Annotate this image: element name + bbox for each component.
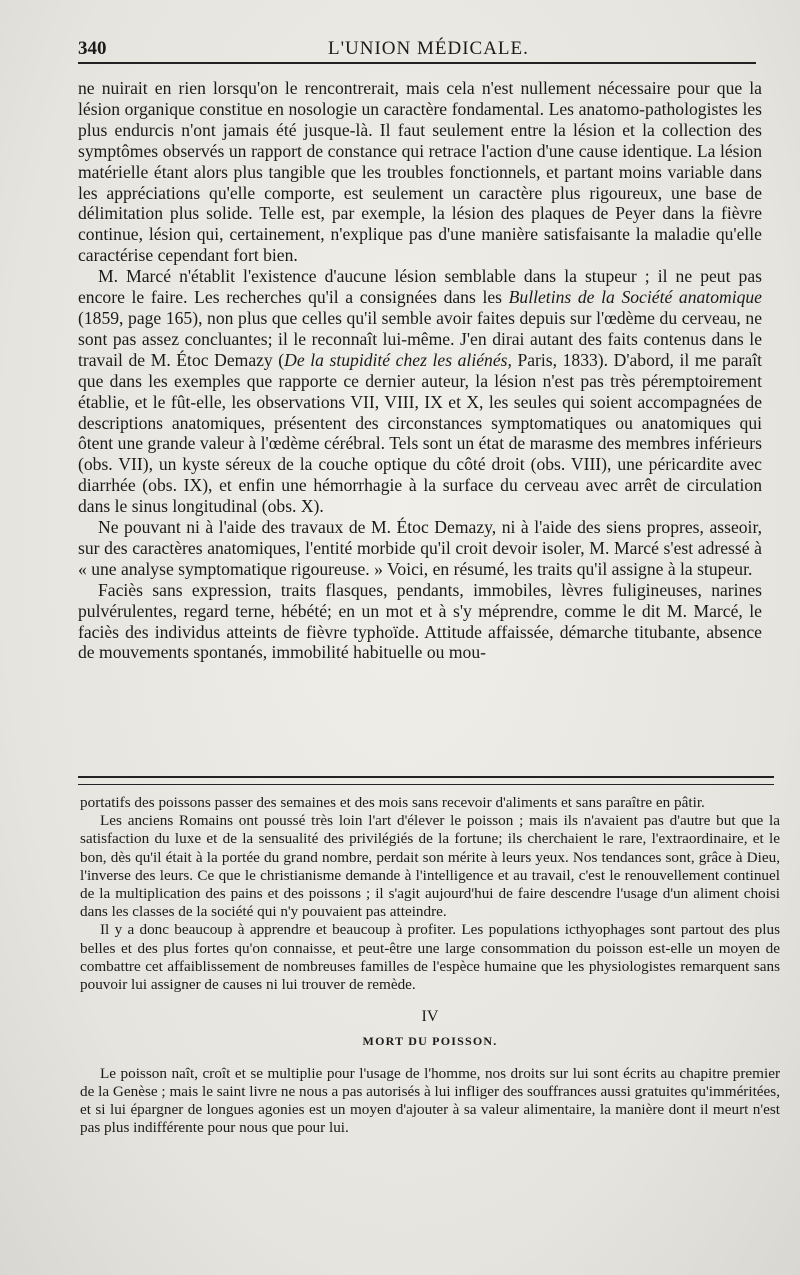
feuilleton-separator xyxy=(78,776,774,785)
section-number: IV xyxy=(421,1008,439,1026)
page-header xyxy=(78,32,756,62)
journal-title: L'UNION MÉDICALE. xyxy=(328,38,529,59)
book-citation: De la stupidité chez les aliénés, xyxy=(284,349,512,370)
text-span: (1859, page 165), non plus que celles qu'il semble avoir faites depuis sur l'œdème du cerveau, ne sont pas assez concluantes; il le reconnaît lui-même. J'en dirai autant des faits contenus dans le travail de M. Étoc Demazy ( xyxy=(78,307,762,370)
journal-citation: Bulletins de la Société anatomique xyxy=(508,287,762,308)
feuilleton xyxy=(80,794,780,1137)
feuilleton-paragraph-3: Il y a donc beaucoup à apprendre et beaucoup à profiter. Les populations icthyophages sont partout des plus belles et des plus fortes qu'on connaisse, et peut-être une large consommation du poisson est-elle un moyen de combattre cet affaiblissement de nombreuses familles de l'espèce humaine que les physiologistes remarquent sans pouvoir lui assigner de causes ni lui trouver de remède. xyxy=(80,921,780,994)
article-paragraph-1: ne nuirait en rien lorsqu'on le rencontrerait, mais cela n'est nullement nécessaire pour que la lésion organique constitue en nosologie un caractère fondamental. Les anatomo-pathologistes les plus endurcis n'ont jamais été jusque-là. Il faut seulement entre la lésion et la collection des symptômes observés un rapport de constance qui retrace l'action d'une cause identique. La lésion matérielle étant alors plus tangible que les troubles fonctionnels, et partant moins variable dans les appréciations qu'elle comporte, est seulement un caractère plus rigoureux, une base de délimitation plus solide. Telle est, par exemple, la lésion des plaques de Peyer dans la fièvre continue, lésion qui, certainement, n'explique pas d'une manière satisfaisante la maladie qu'elle caractérise cependant fort bien. xyxy=(78,78,762,266)
article-paragraph-2 xyxy=(78,266,762,517)
article-paragraph-3: Ne pouvant ni à l'aide des travaux de M. Étoc Demazy, ni à l'aide des siens propres, asseoir, sur des caractères anatomiques, l'entité morbide qu'il croit devoir isoler, M. Marcé s'est adressé à « une analyse symptomatique rigoureuse. » Voici, en résumé, les traits qu'il assigne à la stupeur. xyxy=(78,517,762,579)
article-paragraph-4: Faciès sans expression, traits flasques, pendants, immobiles, lèvres fuligineuses, narines pulvérulentes, regard terne, hébété; en un mot et à s'y méprendre, comme le dit M. Marcé, le faciès des individus atteints de fièvre typhoïde. Attitude affaissée, démarche titubante, absence de mouvements spontanés, immobilité habituelle ou mou- xyxy=(78,579,762,663)
feuilleton-paragraph-1: portatifs des poissons passer des semaines et des mois sans recevoir d'aliments et sans paraître en pâtir. xyxy=(80,794,705,811)
text-span: M. Marcé n'établit l'existence d'aucune lésion semblable dans la stupeur ; il ne peut pas encore le faire. Les recherches qu'il a consignées dans les xyxy=(78,266,762,308)
feuilleton-paragraph-2: Les anciens Romains ont poussé très loin l'art d'élever le poisson ; mais ils n'avaient pas d'autre but que la satisfaction du luxe et de la sensualité des privilégiés de la fortune; ils cherchaient le rare, l'extraordinaire, et le bon, dès qu'il était à la portée du grand nombre, perdait son mérite à leurs yeux. Nos tendances sont, grâce à Dieu, l'inverse des leurs. Ce que le christianisme demande à l'intelligence et au travail, c'est le renouvellement continuel de la multiplication des pains et des poissons ; il s'agit aujourd'hui de faire descendre l'usage d'un aliment choisi dans les classes de la société qui n'y pouvaient pas atteindre. xyxy=(80,812,780,921)
feuilleton-paragraph-4: Le poisson naît, croît et se multiplie pour l'usage de l'homme, nos droits sur lui sont écrits au chapitre premier de la Genèse ; mais le saint livre ne nous a pas autorisés à lui infliger des souffrances aussi gratuites qu'imméritées, et si lui épargner de longues agonies est un moyen d'ajouter à sa valeur alimentaire, la manière dont il meurt n'est pas plus indifférente pour nous que pour lui. xyxy=(80,1064,780,1137)
section-title: MORT DU POISSON. xyxy=(362,1034,498,1049)
text-span: Paris, 1833). D'abord, il me paraît que dans les exemples que rapporte ce dernier auteur, la lésion n'est pas très péremptoirement établie, et le fût-elle, les observations VII, VIII, IX et X, les seules qui soient accompagnées de descriptions anatomiques, présentent des circonstances symptomatiques ou anatomiques qui ôtent une grande valeur à l'œdème cérébral. Tels sont un état de marasme des membres inférieurs (obs. VII), un kyste séreux de la couche optique du côté droit (obs. VIII), une péricardite avec diarrhée (obs. IX), et enfin une hémorrhagie à la surface du cerveau avec arrêt de circulation dans le sinus longitudinal (obs. X). xyxy=(78,349,762,517)
header-rule xyxy=(78,62,756,64)
page-number: 340 xyxy=(78,38,107,59)
main-article xyxy=(78,78,762,663)
